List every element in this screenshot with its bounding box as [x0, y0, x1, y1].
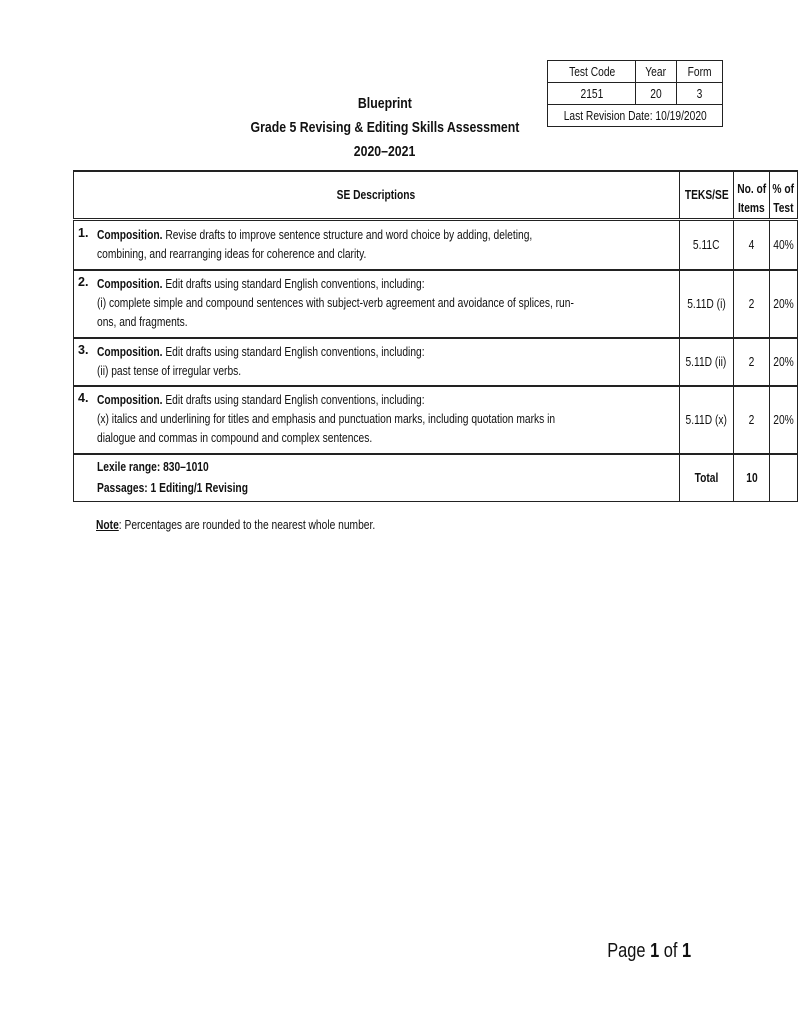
test-percent: 20% [770, 338, 797, 386]
item-count: 4 [734, 220, 770, 270]
year-value: 20 [636, 83, 677, 105]
passages: Passages: 1 Editing/1 Revising [97, 480, 248, 495]
document-title [200, 92, 570, 164]
total-percent [770, 454, 797, 502]
item-count: 2 [734, 338, 770, 386]
row-number: 4. [78, 391, 89, 405]
row-number: 3. [78, 342, 89, 357]
teks-code: 5.11D (i) [679, 270, 734, 338]
se-description: 3. Composition. Edit drafts using standard English conventions, including: (ii) past tense of irregular verbs. [74, 338, 680, 386]
note-text: : Percentages are rounded to the nearest whole number. [118, 518, 376, 532]
code-value-row [548, 83, 723, 105]
row-number: 2. [78, 275, 89, 289]
blueprint-table [73, 170, 798, 502]
lexile-passages-cell [74, 454, 680, 502]
test-percent: 40% [770, 220, 797, 270]
test-percent: 20% [770, 386, 797, 454]
se-description: 2. Composition. Edit drafts using standard English conventions, including: (i) complete simple and compound sentences with subject-verb agreement and avoidance of splices, run- ons, and fragments. [74, 270, 680, 338]
form-label: Form [676, 61, 723, 83]
item-count: 2 [734, 270, 770, 338]
revision-date: Last Revision Date: 10/19/2020 [548, 105, 723, 127]
total-items: 10 [734, 454, 770, 502]
code-header-row [548, 61, 723, 83]
table-row [74, 270, 798, 338]
year-label: Year [636, 61, 677, 83]
se-description: 4. Composition. Edit drafts using standard English conventions, including: (x) italics and underlining for titles and emphasis and punctuation marks, including quotation marks in dialogue and commas in compound and complex sentences. [74, 386, 680, 454]
page-indicator: Page 1 of 1 [606, 940, 691, 962]
test-code-box [547, 60, 723, 127]
header-se-descriptions: SE Descriptions [74, 171, 680, 220]
title-line-2: Grade 5 Revising & Editing Skills Assessment [250, 119, 520, 136]
lexile-range: Lexile range: 830–1010 [97, 459, 209, 474]
title-line-1: Blueprint [358, 95, 412, 112]
header-teks: TEKS/SE [679, 171, 734, 220]
note-label: Note [96, 518, 119, 532]
teks-code: 5.11D (ii) [679, 338, 734, 386]
revision-row [548, 105, 723, 127]
table-header-row [74, 171, 798, 220]
table-row [74, 386, 798, 454]
table-row [74, 338, 798, 386]
se-description: 1. Composition. Revise drafts to improve sentence structure and word choice by adding, deleting, combining, and rearranging ideas for coherence and clarity. [74, 220, 680, 270]
row-number: 1. [78, 225, 89, 240]
teks-code: 5.11C [679, 220, 734, 270]
item-count: 2 [734, 386, 770, 454]
title-line-3: 2020–2021 [354, 143, 416, 160]
footnote [96, 518, 436, 532]
test-percent: 20% [770, 270, 797, 338]
table-row [74, 220, 798, 270]
test-code-label: Test Code [548, 61, 636, 83]
table-footer-row [74, 454, 798, 502]
header-percent: % of Test [770, 171, 797, 220]
header-items: No. of Items [734, 171, 770, 220]
total-label: Total [679, 454, 734, 502]
test-code-value: 2151 [548, 83, 636, 105]
teks-code: 5.11D (x) [679, 386, 734, 454]
form-value: 3 [676, 83, 723, 105]
